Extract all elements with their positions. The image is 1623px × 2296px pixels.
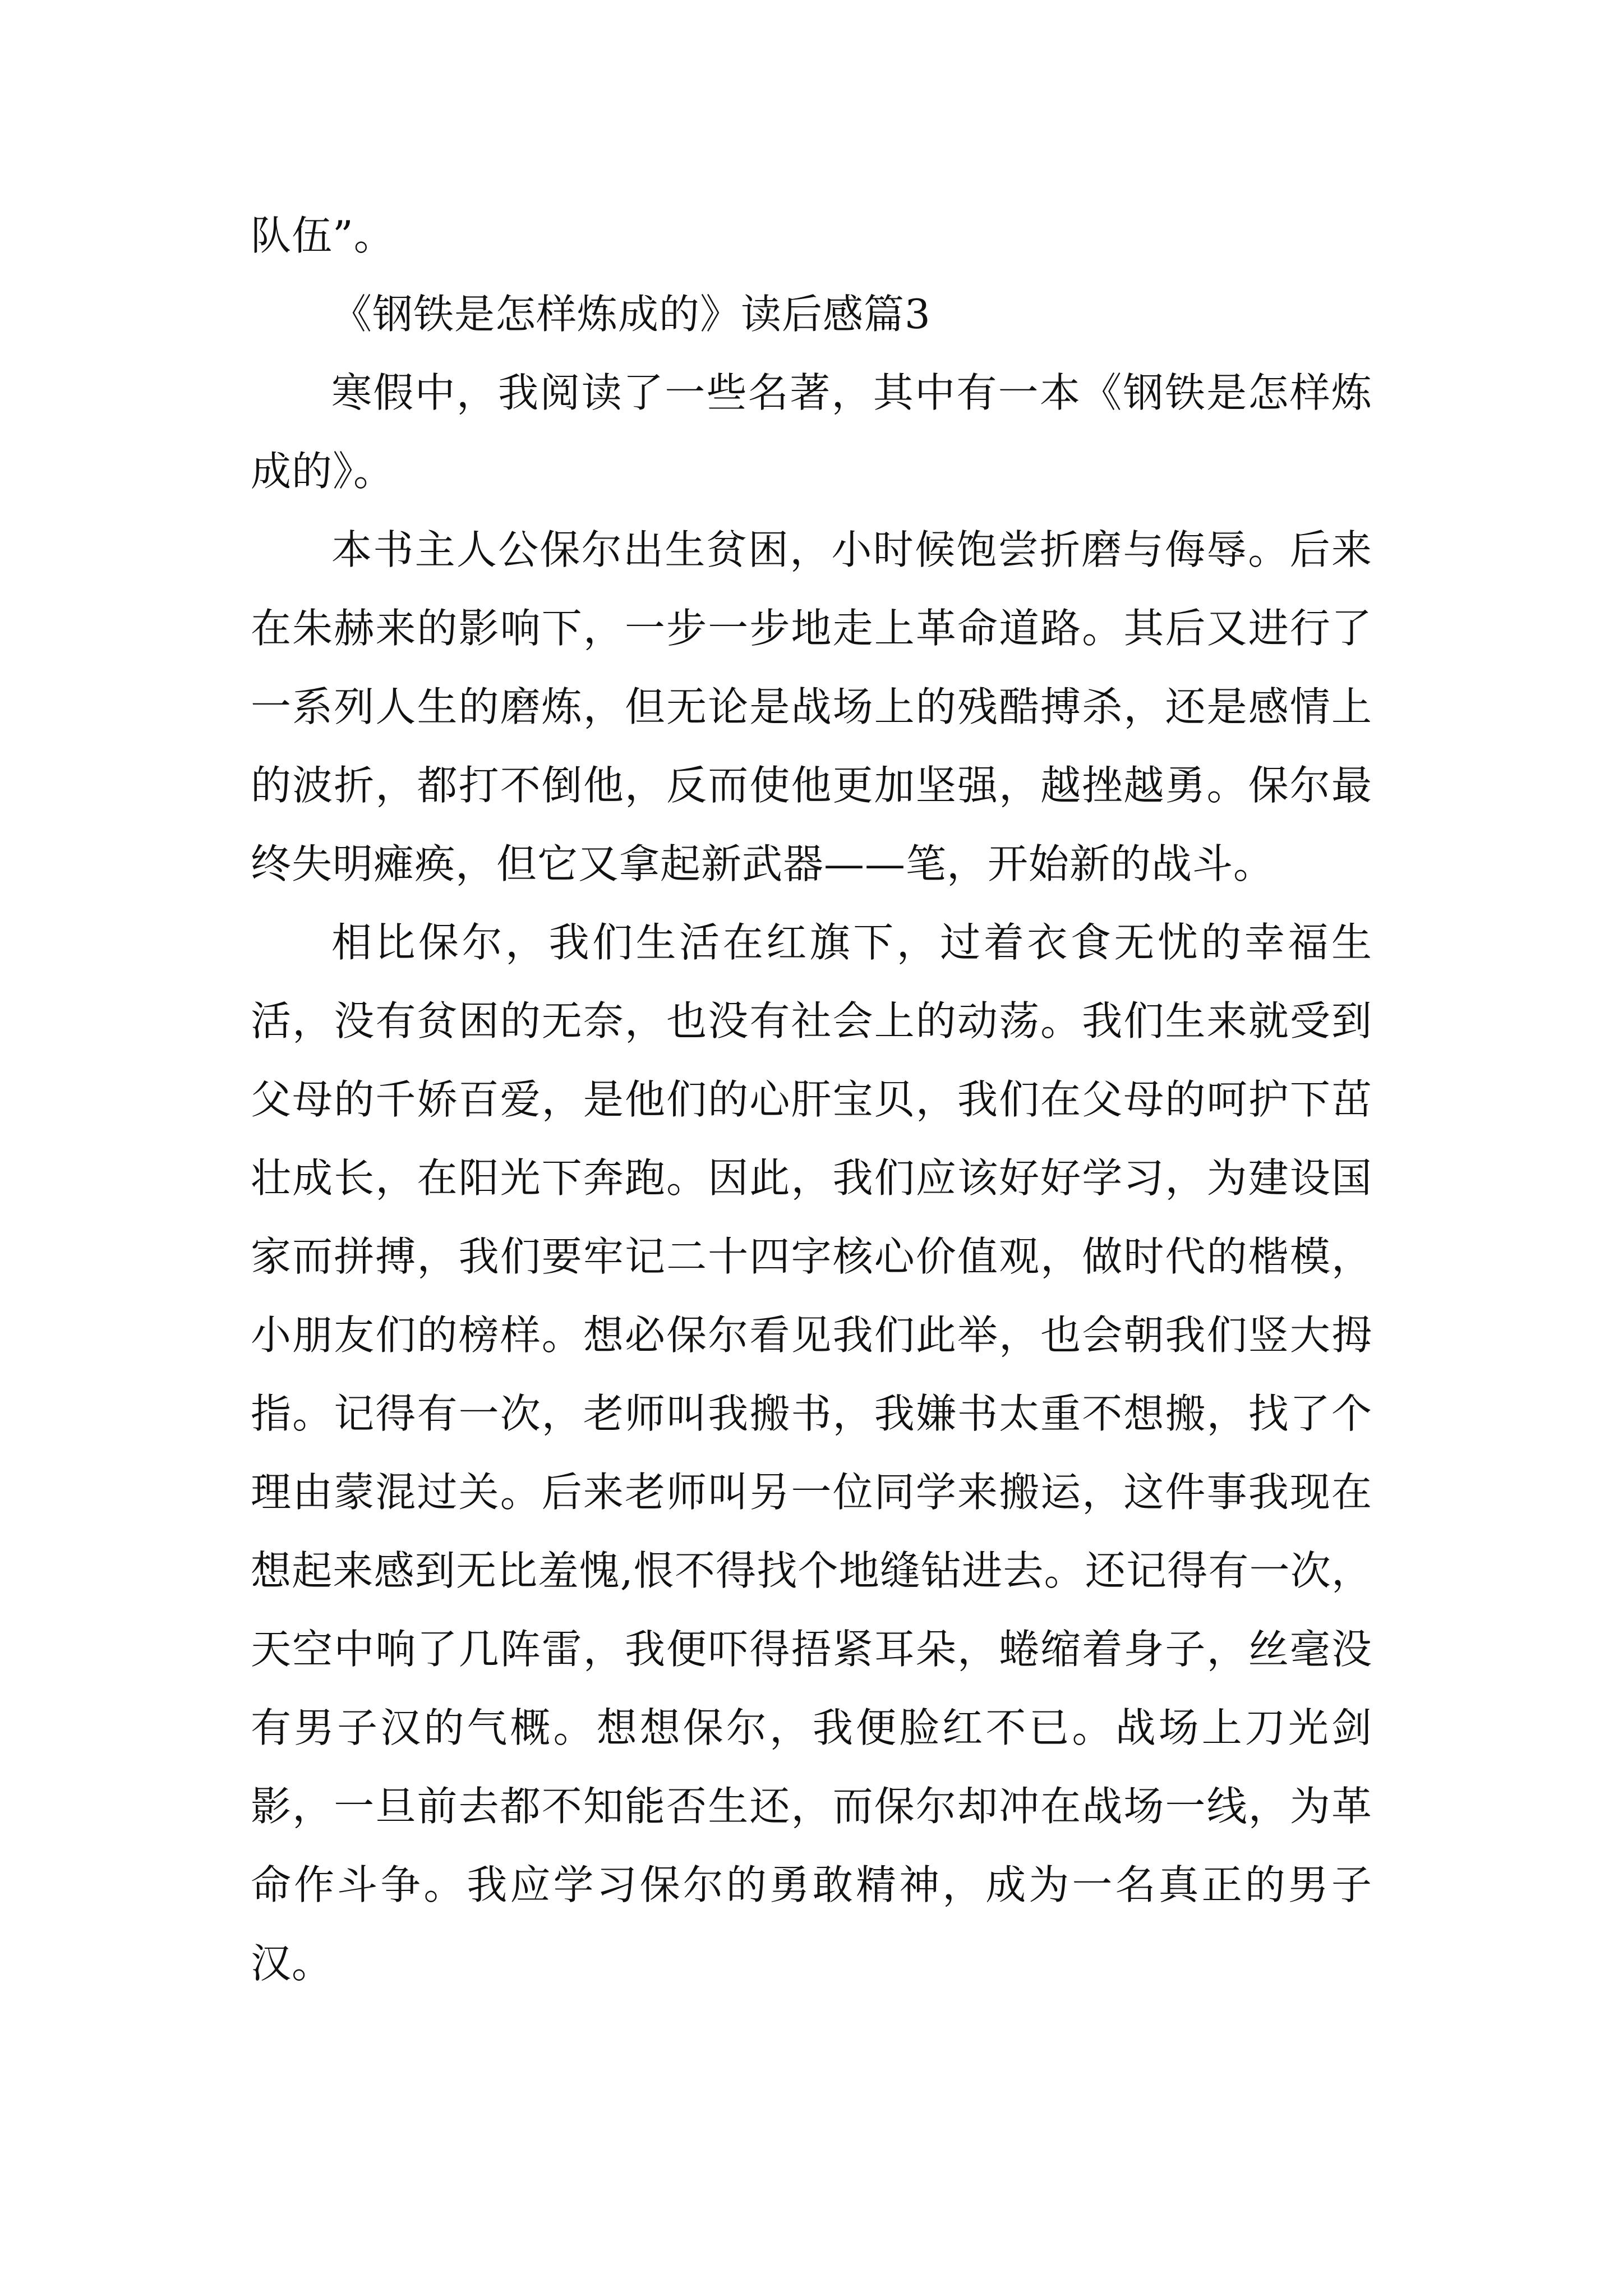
section-heading: 《钢铁是怎样炼成的》读后感篇3 [331, 291, 931, 338]
document-body [251, 196, 1372, 2003]
continuation-line: 队伍”。 [251, 212, 395, 259]
paragraph-3: 相比保尔，我们生活在红旗下，过着衣食无忧的幸福生活，没有贫困的无奈，也没有社会上的动荡。我们生来就受到父母的千娇百爱，是他们的心肝宝贝，我们在父母的呵护下茁壮成长，在阳光下奔跑。因此，我们应该好好学习，为建设国家而拼搏，我们要牢记二十四字核心价值观，做时代的楷模，小朋友们的榜样。想必保尔看见我们此举，也会朝我们竖大拇指。记得有一次，老师叫我搬书，我嫌书太重不想搬，找了个理由蒙混过关。后来老师叫另一位同学来搬运，这件事我现在想起来感到无比羞愧,恨不得找个地缝钻进去。还记得有一次，天空中响了几阵雷，我便吓得捂紧耳朵，蜷缩着身子，丝毫没有男子汉的气概。想想保尔，我便脸红不已。战场上刀光剑影，一旦前去都不知能否生还，而保尔却冲在战场一线，为革命作斗争。我应学习保尔的勇敢精神，成为一名真正的男子汉。 [251, 919, 1372, 1987]
paragraph-2: 本书主人公保尔出生贫困，小时候饱尝折磨与侮辱。后来在朱赫来的影响下，一步一步地走上革命道路。其后又进行了一系列人生的磨炼，但无论是战场上的残酷搏杀，还是感情上的波折，都打不倒他，反而使他更加坚强，越挫越勇。保尔最终失明瘫痪，但它又拿起新武器——笔，开始新的战斗。 [251, 526, 1372, 887]
paragraph-1: 寒假中，我阅读了一些名著，其中有一本《钢铁是怎样炼成的》。 [251, 369, 1372, 495]
